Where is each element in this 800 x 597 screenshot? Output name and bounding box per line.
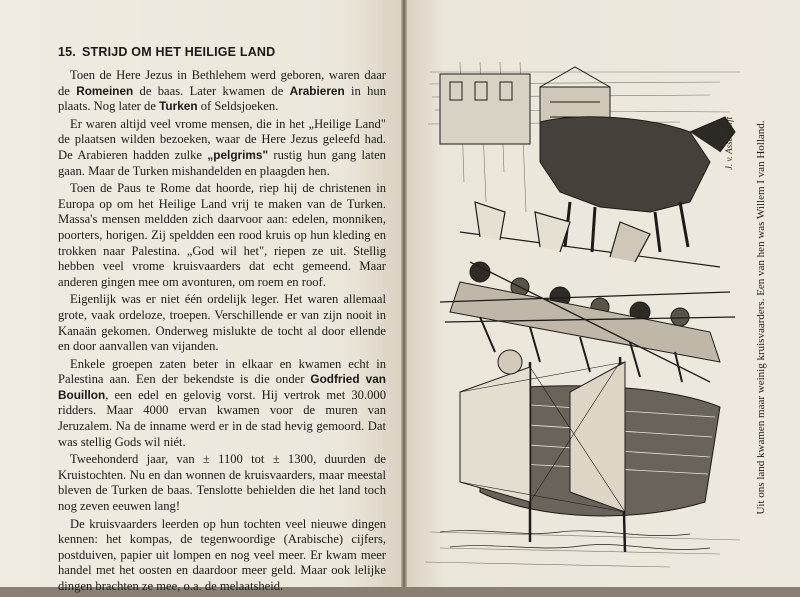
paragraph-6: [58, 452, 386, 514]
text-run: in hun plaats. Nog later de: [58, 83, 387, 114]
paragraph-1: [58, 68, 386, 115]
text-run: De kruisvaarders leerden op hun tochten veel nieuwe dingen kennen: het kompas, de tegenwoordige (Arabische) cijfers, postduiven, papier uit lompen en nog veel meer. Er kwam meer handel met het oosten en daardoor meer geld. Maar ook lelijke dingen brachten ze mee, o.a. de melaatsheid.: [58, 516, 386, 593]
bold-term: Godfried van Bouillon: [58, 372, 386, 402]
paragraph-4: [58, 292, 386, 354]
artist-signature: [724, 70, 738, 170]
bold-term: Arabieren: [289, 83, 345, 98]
paragraph-3: [58, 181, 386, 290]
paragraph-7: [58, 517, 386, 595]
text-run: of Seldsjoeken.: [197, 99, 279, 114]
text-run: Toen de Paus te Rome dat hoorde, riep hij de christenen in Europa op om het Heilige Land vrij te maken van de Turken. Massa's mensen meldden zich daarvoor aan: edelen, monniken, poorters, horigen. Zij speldden een rood kruis op hun kleding en trokken naar Palestina. „God wil het", riepen ze uit. Stellig hebben veel vrome kruisvaarders dat echt gemeend. Maar anderen gingen mee om avonturen, om roem en roof.: [58, 181, 386, 289]
text-run: Toen de Here Jezus in Bethlehem werd geboren, waren daar de: [58, 68, 386, 98]
signature-text: J. v. Assendelft: [724, 116, 734, 170]
paragraph-2: [58, 117, 386, 179]
bold-term: „pelgrims": [207, 147, 269, 162]
bold-term: Turken: [159, 99, 198, 114]
text-run: Eigenlijk was er niet één ordelijk leger. Het waren allemaal grote, vaak ordeloze, troepen. Verschillende er van zijn nooit in Kanaän gekomen. Onderweg mislukte de tocht al door ellende en door aanvallen van vijanden.: [58, 292, 386, 354]
text-run: rustig hun gang laten gaan. Maar de Turken mishandelden en plaagden hen.: [58, 147, 386, 178]
book-gutter: [401, 0, 407, 587]
text-run: Er waren altijd veel vrome mensen, die in het „Heilige Land" de plaatsen wilden bezoeken, waar de Here Jezus geleefd had. De Arabieren hadden zulke: [58, 116, 386, 162]
text-run: , een edel en gelovig vorst. Hij vertrok met 30.000 ridders. Maar 4000 ervan kwamen voor de muren van Jeruzalem. Na de inname werd er in de stad hevig gemoord. Dat was stellig Gods wil niét.: [58, 387, 386, 449]
chapter-heading: [58, 44, 386, 60]
bold-term: Romeinen: [76, 83, 134, 98]
chapter-title: STRIJD OM HET HEILIGE LAND: [81, 45, 276, 59]
text-run: de baas. Later kwamen de: [133, 83, 290, 98]
text-run: Enkele groepen zaten beter in elkaar en kwamen echt in Palestina aan. Een der bekendste is die onder: [58, 356, 386, 387]
illustration-caption: [755, 60, 775, 575]
caption-text: Uit ons land kwamen maar weinig kruisvaarders. Een van hen was Willem I van Holland.: [755, 120, 767, 515]
chapter-text: [58, 44, 386, 597]
crowd-figures: [450, 262, 720, 382]
chapter-number: 15.: [58, 45, 76, 59]
text-run: Tweehonderd jaar, van ± 1100 tot ± 1300, duurden de Kruistochten. Nu en dan wonnen de kruisvaarders, maar meestal bleven de Turken de baas. Tenslotte behielden die het land toch nog zeven eeuwen lang!: [58, 452, 386, 514]
paragraph-5: [58, 357, 386, 451]
crusaders-illustration: [420, 62, 750, 570]
